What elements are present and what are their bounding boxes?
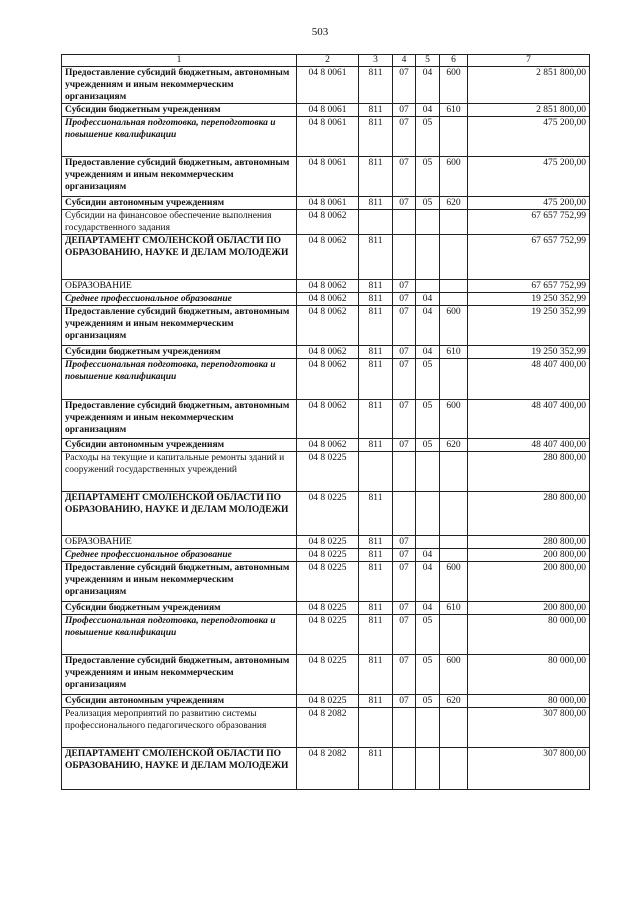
row-description: Субсидии бюджетным учреждениям <box>62 104 297 117</box>
expense-type-code: 610 <box>440 602 468 615</box>
amount: 80 000,00 <box>468 695 590 708</box>
row-description: ОБРАЗОВАНИЕ <box>62 536 297 549</box>
section-code <box>393 708 416 748</box>
amount: 19 250 352,99 <box>468 293 590 306</box>
amount: 280 800,00 <box>468 492 590 536</box>
expense-type-code: 620 <box>440 197 468 210</box>
subsection-code: 05 <box>416 197 440 210</box>
amount: 48 407 400,00 <box>468 400 590 439</box>
subsection-code: 05 <box>416 655 440 695</box>
table-row <box>62 748 590 790</box>
ministry-code: 811 <box>359 359 393 400</box>
section-code: 07 <box>393 346 416 359</box>
table-row <box>62 157 590 197</box>
section-code: 07 <box>393 359 416 400</box>
amount: 307 800,00 <box>468 748 590 790</box>
page-number: 503 <box>311 26 329 38</box>
target-article-code: 04 8 0225 <box>297 492 359 536</box>
table-row <box>62 655 590 695</box>
target-article-code: 04 8 2082 <box>297 748 359 790</box>
section-code: 07 <box>393 655 416 695</box>
section-code: 07 <box>393 549 416 562</box>
column-header: 3 <box>359 55 393 67</box>
expense-type-code <box>440 549 468 562</box>
section-code: 07 <box>393 67 416 104</box>
ministry-code: 811 <box>359 492 393 536</box>
ministry-code: 811 <box>359 306 393 346</box>
table-row <box>62 562 590 602</box>
ministry-code <box>359 708 393 748</box>
target-article-code: 04 8 0225 <box>297 562 359 602</box>
section-code: 07 <box>393 602 416 615</box>
header-row <box>62 55 590 67</box>
target-article-code: 04 8 0061 <box>297 157 359 197</box>
subsection-code: 05 <box>416 615 440 655</box>
expense-type-code: 620 <box>440 439 468 452</box>
subsection-code: 05 <box>416 400 440 439</box>
section-code <box>393 748 416 790</box>
target-article-code: 04 8 0062 <box>297 210 359 235</box>
row-description: Среднее профессиональное образование <box>62 293 297 306</box>
subsection-code <box>416 280 440 293</box>
column-header: 7 <box>468 55 590 67</box>
section-code <box>393 210 416 235</box>
ministry-code: 811 <box>359 293 393 306</box>
subsection-code: 05 <box>416 439 440 452</box>
table-row <box>62 549 590 562</box>
row-description: Профессиональная подготовка, переподготовка и повышение квалификации <box>62 615 297 655</box>
target-article-code: 04 8 0225 <box>297 536 359 549</box>
amount: 80 000,00 <box>468 615 590 655</box>
section-code <box>393 235 416 280</box>
row-description: Предоставление субсидий бюджетным, автономным учреждениям и иным некоммерческим организациям <box>62 655 297 695</box>
subsection-code: 04 <box>416 306 440 346</box>
section-code: 07 <box>393 197 416 210</box>
subsection-code: 04 <box>416 104 440 117</box>
section-code: 07 <box>393 104 416 117</box>
amount: 67 657 752,99 <box>468 280 590 293</box>
row-description: ДЕПАРТАМЕНТ СМОЛЕНСКОЙ ОБЛАСТИ ПО ОБРАЗОВАНИЮ, НАУКЕ И ДЕЛАМ МОЛОДЕЖИ <box>62 748 297 790</box>
target-article-code: 04 8 0061 <box>297 67 359 104</box>
target-article-code: 04 8 0062 <box>297 280 359 293</box>
table-row <box>62 67 590 104</box>
amount: 80 000,00 <box>468 655 590 695</box>
amount: 19 250 352,99 <box>468 306 590 346</box>
ministry-code: 811 <box>359 280 393 293</box>
amount: 67 657 752,99 <box>468 235 590 280</box>
ministry-code: 811 <box>359 235 393 280</box>
ministry-code: 811 <box>359 117 393 157</box>
expense-type-code <box>440 293 468 306</box>
section-code <box>393 492 416 536</box>
target-article-code: 04 8 0061 <box>297 197 359 210</box>
column-header: 4 <box>393 55 416 67</box>
expense-type-code <box>440 117 468 157</box>
row-description: Профессиональная подготовка, переподготовка и повышение квалификации <box>62 117 297 157</box>
ministry-code: 811 <box>359 157 393 197</box>
table-row <box>62 210 590 235</box>
target-article-code: 04 8 0062 <box>297 306 359 346</box>
target-article-code: 04 8 0225 <box>297 615 359 655</box>
table-row <box>62 400 590 439</box>
target-article-code: 04 8 0225 <box>297 655 359 695</box>
expense-type-code: 600 <box>440 400 468 439</box>
amount: 280 800,00 <box>468 452 590 492</box>
table-row <box>62 536 590 549</box>
subsection-code: 05 <box>416 117 440 157</box>
expense-type-code <box>440 708 468 748</box>
row-description: Субсидии на финансовое обеспечение выполнения государственного задания <box>62 210 297 235</box>
subsection-code <box>416 708 440 748</box>
target-article-code: 04 8 0061 <box>297 104 359 117</box>
table-row <box>62 708 590 748</box>
table-row <box>62 197 590 210</box>
table-row <box>62 452 590 492</box>
amount: 2 851 800,00 <box>468 67 590 104</box>
expense-type-code: 600 <box>440 67 468 104</box>
column-header: 2 <box>297 55 359 67</box>
amount: 475 200,00 <box>468 117 590 157</box>
target-article-code: 04 8 0061 <box>297 117 359 157</box>
section-code: 07 <box>393 562 416 602</box>
table-row <box>62 306 590 346</box>
target-article-code: 04 8 0225 <box>297 695 359 708</box>
row-description: Субсидии бюджетным учреждениям <box>62 346 297 359</box>
table-row <box>62 695 590 708</box>
budget-table <box>61 54 590 790</box>
target-article-code: 04 8 0062 <box>297 293 359 306</box>
subsection-code <box>416 452 440 492</box>
table-row <box>62 615 590 655</box>
row-description: Реализация мероприятий по развитию системы профессионального педагогического образования <box>62 708 297 748</box>
section-code <box>393 452 416 492</box>
table-row <box>62 104 590 117</box>
ministry-code <box>359 452 393 492</box>
row-description: Субсидии бюджетным учреждениям <box>62 602 297 615</box>
amount: 48 407 400,00 <box>468 439 590 452</box>
row-description: Предоставление субсидий бюджетным, автономным учреждениям и иным некоммерческим организациям <box>62 67 297 104</box>
ministry-code: 811 <box>359 748 393 790</box>
ministry-code: 811 <box>359 346 393 359</box>
amount: 67 657 752,99 <box>468 210 590 235</box>
ministry-code: 811 <box>359 562 393 602</box>
ministry-code: 811 <box>359 439 393 452</box>
section-code: 07 <box>393 293 416 306</box>
section-code: 07 <box>393 400 416 439</box>
table-row <box>62 346 590 359</box>
table-row <box>62 492 590 536</box>
expense-type-code: 600 <box>440 306 468 346</box>
column-header: 1 <box>62 55 297 67</box>
subsection-code <box>416 210 440 235</box>
target-article-code: 04 8 0062 <box>297 439 359 452</box>
ministry-code: 811 <box>359 615 393 655</box>
section-code: 07 <box>393 117 416 157</box>
table-row <box>62 117 590 157</box>
amount: 2 851 800,00 <box>468 104 590 117</box>
row-description: Предоставление субсидий бюджетным, автономным учреждениям и иным некоммерческим организациям <box>62 562 297 602</box>
section-code: 07 <box>393 306 416 346</box>
target-article-code: 04 8 0062 <box>297 359 359 400</box>
subsection-code <box>416 748 440 790</box>
row-description: Предоставление субсидий бюджетным, автономным учреждениям и иным некоммерческим организациям <box>62 400 297 439</box>
row-description: Профессиональная подготовка, переподготовка и повышение квалификации <box>62 359 297 400</box>
section-code: 07 <box>393 439 416 452</box>
expense-type-code <box>440 536 468 549</box>
amount: 475 200,00 <box>468 197 590 210</box>
table-row <box>62 602 590 615</box>
expense-type-code <box>440 492 468 536</box>
row-description: ДЕПАРТАМЕНТ СМОЛЕНСКОЙ ОБЛАСТИ ПО ОБРАЗОВАНИЮ, НАУКЕ И ДЕЛАМ МОЛОДЕЖИ <box>62 235 297 280</box>
subsection-code: 05 <box>416 359 440 400</box>
expense-type-code <box>440 359 468 400</box>
row-description: Предоставление субсидий бюджетным, автономным учреждениям и иным некоммерческим организациям <box>62 157 297 197</box>
ministry-code: 811 <box>359 602 393 615</box>
expense-type-code <box>440 452 468 492</box>
ministry-code: 811 <box>359 104 393 117</box>
section-code: 07 <box>393 157 416 197</box>
subsection-code <box>416 492 440 536</box>
subsection-code: 04 <box>416 549 440 562</box>
subsection-code: 04 <box>416 602 440 615</box>
amount: 200 800,00 <box>468 602 590 615</box>
row-description: ДЕПАРТАМЕНТ СМОЛЕНСКОЙ ОБЛАСТИ ПО ОБРАЗОВАНИЮ, НАУКЕ И ДЕЛАМ МОЛОДЕЖИ <box>62 492 297 536</box>
subsection-code: 04 <box>416 67 440 104</box>
table-row <box>62 280 590 293</box>
target-article-code: 04 8 0225 <box>297 452 359 492</box>
target-article-code: 04 8 0062 <box>297 346 359 359</box>
subsection-code: 04 <box>416 562 440 602</box>
table-row <box>62 235 590 280</box>
section-code: 07 <box>393 695 416 708</box>
amount: 280 800,00 <box>468 536 590 549</box>
expense-type-code <box>440 235 468 280</box>
ministry-code: 811 <box>359 655 393 695</box>
target-article-code: 04 8 2082 <box>297 708 359 748</box>
ministry-code: 811 <box>359 695 393 708</box>
amount: 475 200,00 <box>468 157 590 197</box>
expense-type-code <box>440 748 468 790</box>
subsection-code <box>416 235 440 280</box>
expense-type-code: 600 <box>440 562 468 602</box>
table-row <box>62 293 590 306</box>
ministry-code: 811 <box>359 197 393 210</box>
amount: 200 800,00 <box>468 562 590 602</box>
ministry-code <box>359 210 393 235</box>
row-description: ОБРАЗОВАНИЕ <box>62 280 297 293</box>
section-code: 07 <box>393 615 416 655</box>
expense-type-code <box>440 210 468 235</box>
table-row <box>62 439 590 452</box>
expense-type-code <box>440 615 468 655</box>
row-description: Субсидии автономным учреждениям <box>62 439 297 452</box>
subsection-code: 04 <box>416 346 440 359</box>
expense-type-code: 600 <box>440 157 468 197</box>
expense-type-code: 610 <box>440 104 468 117</box>
subsection-code: 04 <box>416 293 440 306</box>
row-description: Субсидии автономным учреждениям <box>62 197 297 210</box>
subsection-code <box>416 536 440 549</box>
amount: 307 800,00 <box>468 708 590 748</box>
target-article-code: 04 8 0062 <box>297 235 359 280</box>
column-header: 6 <box>440 55 468 67</box>
ministry-code: 811 <box>359 536 393 549</box>
section-code: 07 <box>393 536 416 549</box>
expense-type-code: 610 <box>440 346 468 359</box>
subsection-code: 05 <box>416 695 440 708</box>
ministry-code: 811 <box>359 67 393 104</box>
target-article-code: 04 8 0062 <box>297 400 359 439</box>
row-description: Расходы на текущие и капитальные ремонты зданий и сооружений государственных учреждений <box>62 452 297 492</box>
amount: 48 407 400,00 <box>468 359 590 400</box>
subsection-code: 05 <box>416 157 440 197</box>
expense-type-code: 600 <box>440 655 468 695</box>
ministry-code: 811 <box>359 549 393 562</box>
target-article-code: 04 8 0225 <box>297 602 359 615</box>
column-header: 5 <box>416 55 440 67</box>
section-code: 07 <box>393 280 416 293</box>
amount: 19 250 352,99 <box>468 346 590 359</box>
ministry-code: 811 <box>359 400 393 439</box>
row-description: Среднее профессиональное образование <box>62 549 297 562</box>
row-description: Предоставление субсидий бюджетным, автономным учреждениям и иным некоммерческим организациям <box>62 306 297 346</box>
row-description: Субсидии автономным учреждениям <box>62 695 297 708</box>
amount: 200 800,00 <box>468 549 590 562</box>
expense-type-code: 620 <box>440 695 468 708</box>
target-article-code: 04 8 0225 <box>297 549 359 562</box>
expense-type-code <box>440 280 468 293</box>
table-row <box>62 359 590 400</box>
